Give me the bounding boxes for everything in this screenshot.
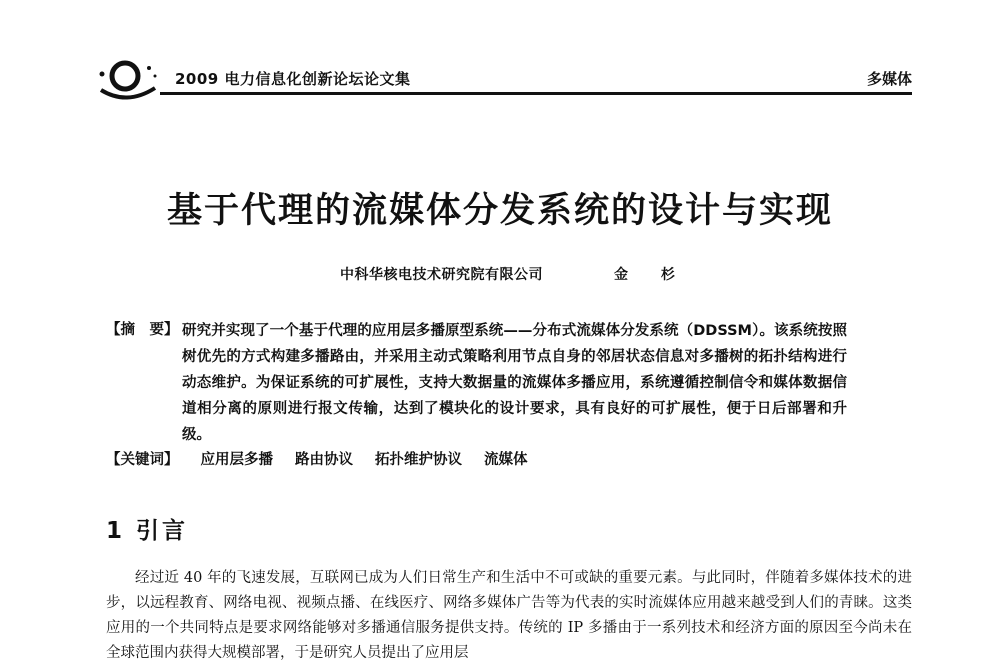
keyword: 路由协议: [295, 452, 353, 468]
keywords-line: [106, 448, 528, 469]
header-divider: [160, 92, 912, 95]
abstract-label: 【摘 要】: [106, 322, 179, 338]
keyword: 流媒体: [484, 452, 528, 468]
section-heading: 1 引言: [106, 518, 189, 544]
abstract-text: 研究并实现了一个基于代理的应用层多播原型系统——分布式流媒体分发系统（DDSSM）。该系统按照树优先的方式构建多播路由，并采用主动式策略利用节点自身的邻居状态信息对多播树的拓扑结构进行动态维护。为保证系统的可扩展性，支持大数据量的流媒体多播应用，系统遵循控制信令和媒体数据信道相分离的原则进行报文传输，达到了模块化的设计要求，具有良好的可扩展性，便于日后部署和升级。: [182, 323, 847, 443]
keyword: 拓扑维护协议: [375, 452, 462, 468]
paper-title: 基于代理的流媒体分发系统的设计与实现: [166, 190, 833, 231]
proceedings-title: 2009 电力信息化创新论坛论文集: [175, 70, 411, 88]
proceedings-logo-icon: [97, 54, 159, 102]
keyword: 应用层多播: [200, 452, 273, 468]
author-name: 金 杉: [614, 267, 689, 283]
author-affiliation: 中科华核电技术研究院有限公司: [340, 267, 543, 283]
keywords-label: 【关键词】: [106, 452, 179, 468]
intro-paragraph: 经过近 40 年的飞速发展，互联网已成为人们日常生产和生活中不可或缺的重要元素。与此同时，伴随着多媒体技术的进步，以远程教育、网络电视、视频点播、在线医疗、网络多媒体广告等为代表的实时流媒体应用越来越受到人们的青睐。这类应用的一个共同特点是要求网络能够对多播通信服务提供支持。传统的 IP 多播由于一系列技术和经济方面的原因至今尚未在全球范围内获得大规模部署，于是研究人员提出了应用层: [106, 570, 912, 661]
section-label: 多媒体: [866, 70, 912, 88]
